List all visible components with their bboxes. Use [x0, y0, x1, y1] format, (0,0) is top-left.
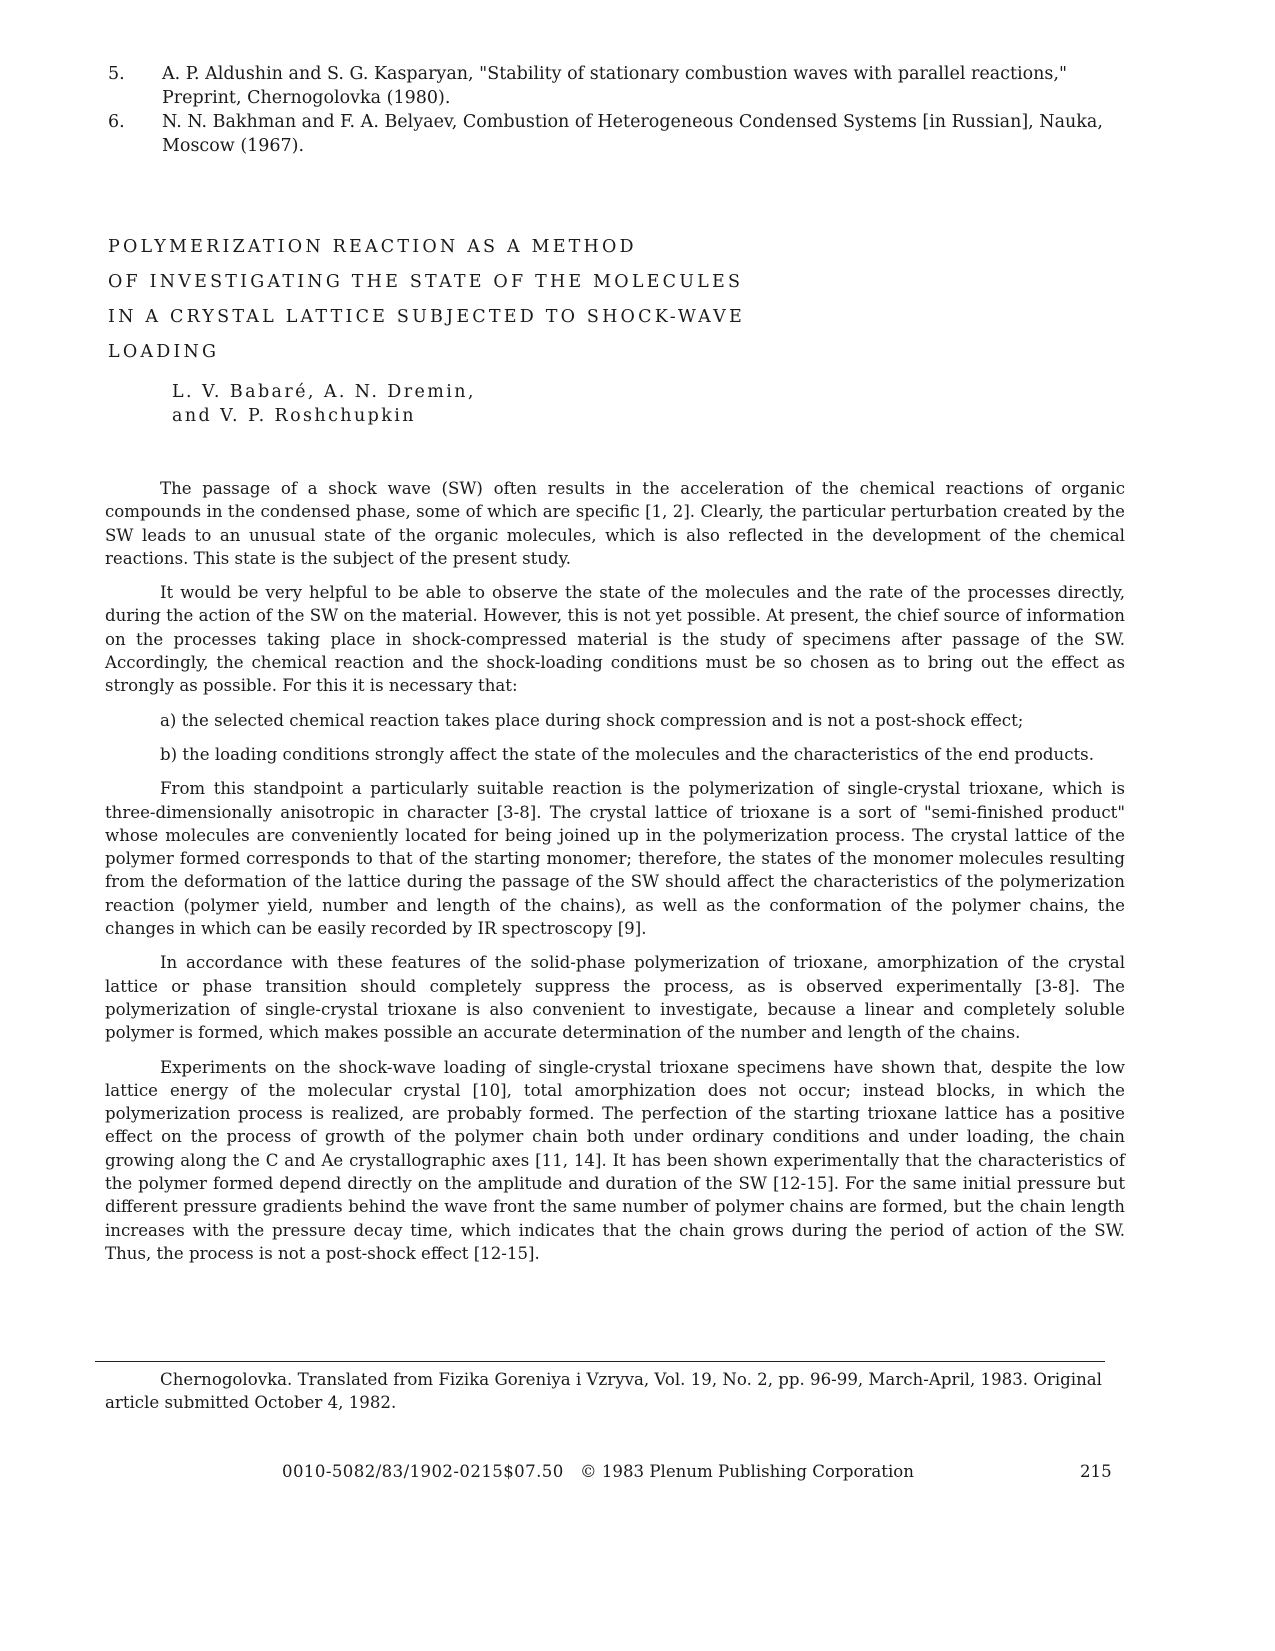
- footnote-divider: [95, 1361, 1105, 1362]
- reference-text: N. N. Bakhman and F. A. Belyaev, Combustion of Heterogeneous Condensed Systems [in Russian], Nauka, Moscow (1967).: [162, 112, 1103, 156]
- author-line: L. V. Babaré, A. N. Dremin,: [172, 382, 476, 402]
- page-footer: [0, 1462, 1275, 1486]
- reference-text: A. P. Aldushin and S. G. Kasparyan, "Stability of stationary combustion waves with parallel reactions," Preprint, Chernogolovka (1980).: [162, 64, 1067, 108]
- author-line: and V. P. Roshchupkin: [172, 406, 416, 426]
- reference-item: [108, 110, 1123, 158]
- body-paragraph: The passage of a shock wave (SW) often results in the acceleration of the chemical reactions of organic compounds in the condensed phase, some of which are specific [1, 2]. Clearly, the particular perturbation created by the SW leads to an unusual state of the organic molecules, which is also reflected in the development of the chemical reactions. This state is the subject of the present study.: [105, 479, 1125, 568]
- body-paragraph: In accordance with these features of the solid-phase polymerization of trioxane, amorphization of the crystal lattice or phase transition should completely suppress the process, as is observed experimentally [3-8]. The polymerization of single-crystal trioxane is also convenient to investigate, because a linear and completely soluble polymer is formed, which makes possible an accurate determination of the number and length of the chains.: [105, 953, 1125, 1043]
- body-paragraph: Experiments on the shock-wave loading of single-crystal trioxane specimens have shown that, despite the low lattice energy of the molecular crystal [10], total amorphization does not occur; instead blocks, in which the polymerization process is realized, are probably formed. The perfection of the starting trioxane lattice has a positive effect on the process of growth of the polymer chain both under ordinary conditions and under loading, the chain growing along the C and Ae crystallographic axes [11, 14]. It has been shown experimentally that the characteristics of the polymer formed depend directly on the amplitude and duration of the SW [12-15]. For the same initial pressure but different pressure gradients behind the wave front the same number of polymer chains are formed, but the chain length increases with the pressure decay time, which indicates that the chain grows during the period of action of the SW. Thus, the process is not a post-shock effect [12-15].: [105, 1057, 1125, 1263]
- reference-number: 5.: [108, 64, 125, 84]
- article-title: [108, 230, 868, 370]
- reference-list: [108, 62, 1123, 158]
- condition-item: b) the loading conditions strongly affect the state of the molecules and the characteristics of the end products.: [160, 744, 1094, 764]
- reference-item: [108, 62, 1123, 110]
- copyright-notice: © 1983 Plenum Publishing Corporation: [580, 1462, 914, 1481]
- article-authors: [172, 380, 476, 428]
- condition-item: a) the selected chemical reaction takes place during shock compression and is not a post-shock effect;: [160, 710, 1024, 730]
- page-number: 215: [1080, 1462, 1112, 1481]
- title-line: LOADING: [108, 342, 220, 362]
- title-line: OF INVESTIGATING THE STATE OF THE MOLECULES: [108, 272, 744, 292]
- title-line: IN A CRYSTAL LATTICE SUBJECTED TO SHOCK-WAVE: [108, 307, 745, 327]
- title-line: POLYMERIZATION REACTION AS A METHOD: [108, 237, 637, 257]
- article-body: [105, 477, 1125, 1276]
- reference-number: 6.: [108, 112, 125, 132]
- footnote: Chernogolovka. Translated from Fizika Goreniya i Vzryva, Vol. 19, No. 2, pp. 96-99, March-April, 1983. Original article submitted October 4, 1982.: [105, 1370, 1102, 1412]
- body-paragraph: From this standpoint a particularly suitable reaction is the polymerization of single-crystal trioxane, which is three-dimensionally anisotropic in character [3-8]. The crystal lattice of trioxane is a sort of "semi-finished product" whose molecules are conveniently located for being joined up in the polymerization process. The crystal lattice of the polymer formed corresponds to that of the starting monomer; therefore, the states of the monomer molecules resulting from the deformation of the lattice during the passage of the SW should affect the characteristics of the polymerization reaction (polymer yield, number and length of the chains), as well as the conformation of the polymer chains, the changes in which can be easily recorded by IR spectroscopy [9].: [105, 779, 1125, 939]
- body-paragraph: It would be very helpful to be able to observe the state of the molecules and the rate of the processes directly, during the action of the SW on the material. However, this is not yet possible. At present, the chief source of information on the processes taking place in shock-compressed material is the study of specimens after passage of the SW. Accordingly, the chemical reaction and the shock-loading conditions must be so chosen as to bring out the effect as strongly as possible. For this it is necessary that:: [105, 583, 1125, 696]
- issn-code: 0010-5082/83/1902-0215$07.50: [282, 1462, 564, 1481]
